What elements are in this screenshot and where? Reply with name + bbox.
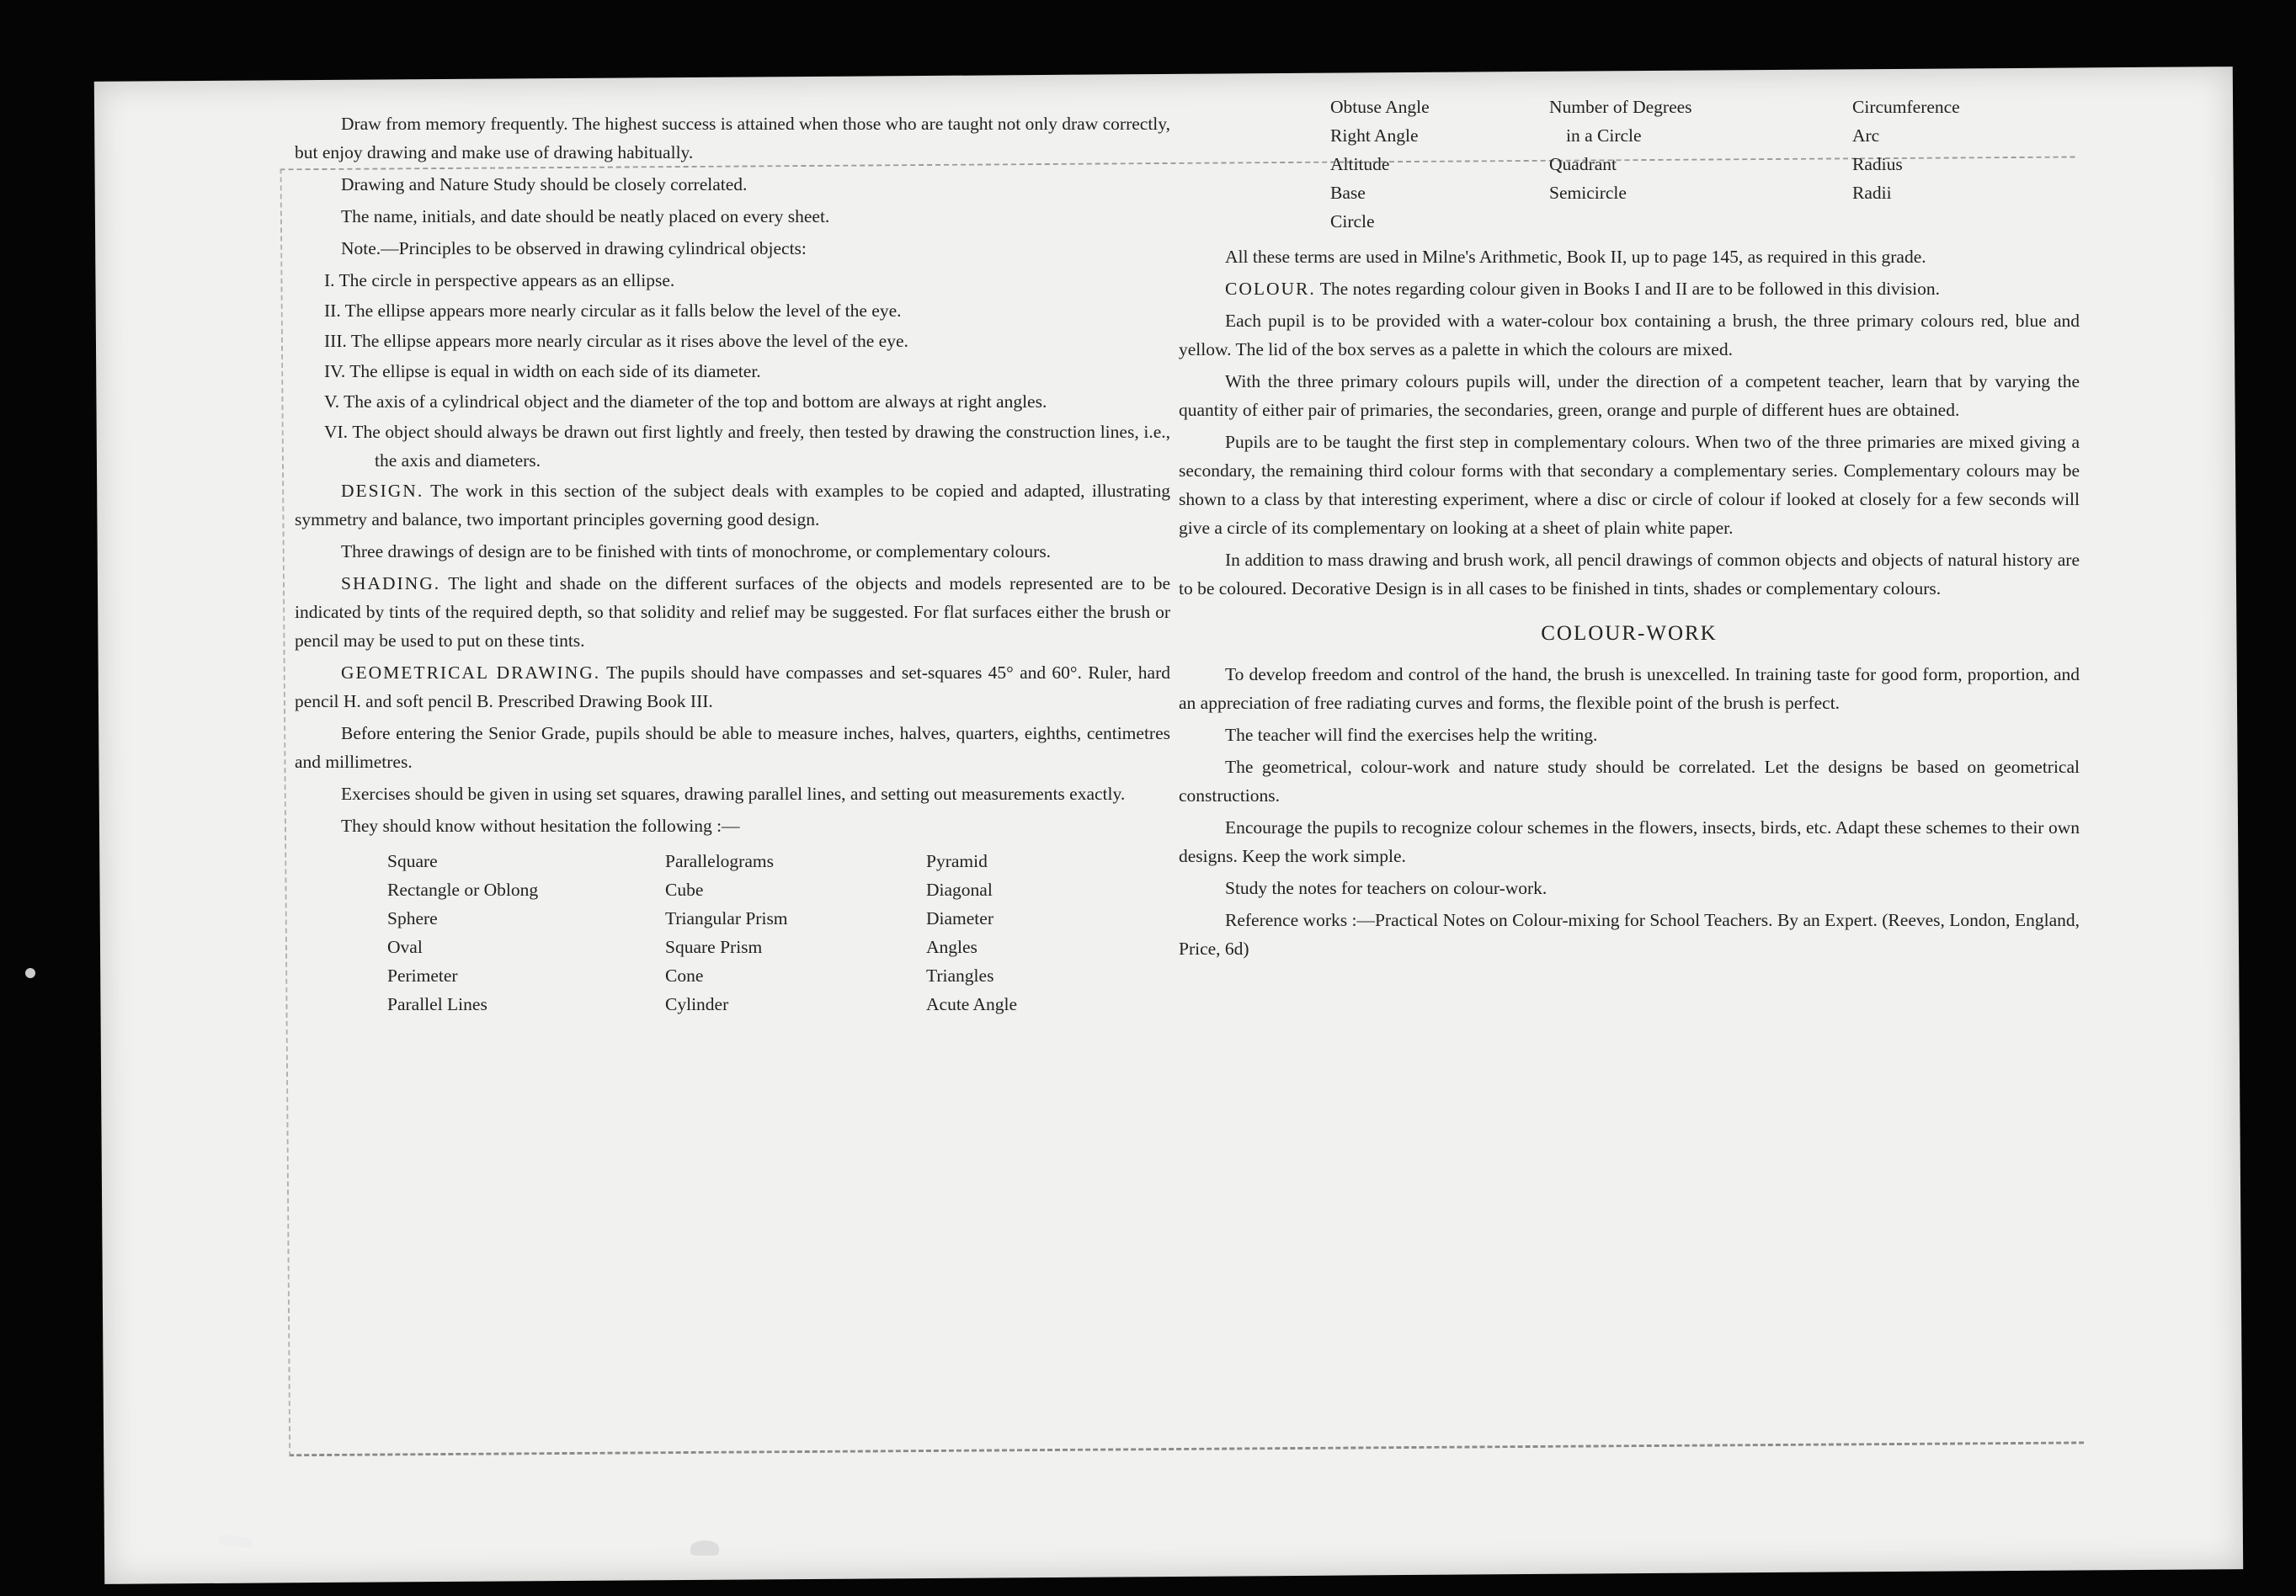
terms-column (387, 847, 665, 1019)
term: Radii (1852, 183, 1892, 203)
term: Cylinder (665, 994, 729, 1014)
paragraph: Reference works :—Practical Notes on Colour-mixing for School Teachers. By an Expert. (Reeves, London, England, Price, 6d) (1179, 910, 2080, 959)
paragraph: With the three primary colours pupils will, under the direction of a competent teacher, learn that by varying the quantity of either pair of primaries, the secondaries, green, orange and purple of different hues are obtained. (1179, 371, 2080, 420)
term: Obtuse Angle (1330, 97, 1430, 117)
paragraph: Encourage the pupils to recognize colour schemes in the flowers, insects, birds, etc. Adapt these schemes to their own designs. Keep the work simple. (1179, 817, 2080, 866)
paragraph: They should know without hesitation the following :— (341, 816, 740, 836)
paragraph: Pupils are to be taught the first step in complementary colours. When two of the three primaries are mixed giving a secondary, the remaining third colour forms with that secondary a complementary series. Complementary colours may be shown to a class by that interesting experiment, where a disc or circle of colour if looked at closely for a few seconds will give a circle of its complementary on looking at a sheet of plain white paper. (1179, 432, 2080, 538)
term: Parallelograms (665, 851, 774, 871)
left-column (295, 109, 1170, 1025)
list-item: III. The ellipse appears more nearly circular as it rises above the level of the eye. (324, 331, 908, 351)
term: Acute Angle (926, 994, 1018, 1014)
term: Radius (1852, 154, 1903, 174)
section-heading: SHADING. (341, 573, 441, 593)
paragraph: In addition to mass drawing and brush work, all pencil drawings of common objects and objects of natural history are to be coloured. Decorative Design is in all cases to be finished in tints, shades or complementary colours. (1179, 550, 2080, 598)
paragraph: Study the notes for teachers on colour-work. (1225, 878, 1548, 898)
section-text: The pupils should have compasses and set-squares 45° and 60°. Ruler, hard pencil H. and soft pencil B. Prescribed Drawing Book III. (295, 662, 1170, 711)
section-text: The light and shade on the different surfaces of the objects and models represented are to be indicated by tints of the required depth, so that solidity and relief may be suggested. For flat surfaces either the brush or pencil may be used to put on these tints. (295, 573, 1170, 651)
term: Perimeter (387, 966, 458, 986)
list-item: V. The axis of a cylindrical object and the diameter of the top and bottom are always at right angles. (324, 391, 1047, 412)
right-column (1179, 93, 2080, 966)
section-text: The notes regarding colour given in Books I and II are to be followed in this division. (1319, 279, 1940, 299)
paragraph: The name, initials, and date should be neatly placed on every sheet. (341, 206, 830, 226)
paragraph: Drawing and Nature Study should be closely correlated. (341, 174, 748, 194)
terms-column (665, 847, 926, 1019)
paragraph: The teacher will find the exercises help the writing. (1225, 725, 1598, 745)
term: Triangles (926, 966, 994, 986)
section-text: The work in this section of the subject deals with examples to be copied and adapted, illustrating symmetry and balance, two important principles governing good design. (295, 481, 1170, 529)
scan-speck (25, 968, 35, 978)
term: Right Angle (1330, 125, 1419, 146)
paragraph: Exercises should be given in using set squares, drawing parallel lines, and setting out measurements exactly. (341, 784, 1126, 804)
term: Rectangle or Oblong (387, 880, 539, 900)
terms-table (295, 847, 1170, 1019)
paragraph: Draw from memory frequently. The highest success is attained when those who are taught not only draw correctly, but enjoy drawing and make use of drawing habitually. (295, 114, 1170, 162)
term: Parallel Lines (387, 994, 487, 1014)
paragraph: Each pupil is to be provided with a water-colour box containing a brush, the three primary colours red, blue and yellow. The lid of the box serves as a palette in which the colours are mixed. (1179, 311, 2080, 359)
section-title: COLOUR-WORK (1541, 622, 1718, 645)
list-item: IV. The ellipse is equal in width on each side of its diameter. (324, 361, 761, 381)
terms-column (1330, 93, 1549, 236)
term: in a Circle (1566, 125, 1642, 146)
terms-table (1179, 93, 2080, 236)
geometry-paragraph (295, 658, 1170, 716)
colour-paragraph (1179, 274, 2080, 303)
term: Pyramid (926, 851, 988, 871)
paragraph: All these terms are used in Milne's Arithmetic, Book II, up to page 145, as required in this grade. (1225, 247, 1926, 267)
term: Number of Degrees (1549, 97, 1692, 117)
paragraph: Note.—Principles to be observed in drawing cylindrical objects: (341, 238, 807, 258)
terms-column (926, 847, 1017, 1019)
paragraph: Before entering the Senior Grade, pupils should be able to measure inches, halves, quarters, eighths, centimetres and millimetres. (295, 723, 1170, 772)
paragraph: Three drawings of design are to be finished with tints of monochrome, or complementary colours. (341, 541, 1052, 561)
term: Cube (665, 880, 704, 900)
term: Circumference (1852, 97, 1960, 117)
section-heading: GEOMETRICAL DRAWING. (341, 662, 601, 683)
term: Cone (665, 966, 704, 986)
term: Diagonal (926, 880, 993, 900)
term: Square Prism (665, 937, 763, 957)
term: Square (387, 851, 438, 871)
section-heading: DESIGN. (341, 481, 424, 501)
paragraph: To develop freedom and control of the hand, the brush is unexcelled. In training taste for good form, proportion, and an appreciation of free radiating curves and forms, the flexible point of the brush is perfect. (1179, 664, 2080, 713)
paragraph: The geometrical, colour-work and nature study should be correlated. Let the designs be based on geometrical constructions. (1179, 757, 2080, 806)
term: Arc (1852, 125, 1880, 146)
shading-paragraph (295, 569, 1170, 655)
term: Oval (387, 937, 423, 957)
term: Semicircle (1549, 183, 1627, 203)
term: Circle (1330, 211, 1375, 231)
term: Altitude (1330, 154, 1390, 174)
list-item: II. The ellipse appears more nearly circular as it falls below the level of the eye. (324, 301, 902, 321)
section-heading: COLOUR. (1225, 279, 1316, 299)
term: Sphere (387, 908, 438, 928)
scan-artifact (690, 1540, 719, 1556)
list-item: I. The circle in perspective appears as an ellipse. (324, 270, 675, 290)
term: Quadrant (1549, 154, 1617, 174)
list-item: VI. The object should always be drawn out first lightly and freely, then tested by drawing the construction lines, i.e., the axis and diameters. (324, 422, 1170, 471)
term: Diameter (926, 908, 994, 928)
design-paragraph (295, 476, 1170, 534)
terms-column (1549, 93, 1852, 236)
terms-column (1852, 93, 1960, 236)
term: Triangular Prism (665, 908, 788, 928)
term: Angles (926, 937, 978, 957)
term: Base (1330, 183, 1366, 203)
